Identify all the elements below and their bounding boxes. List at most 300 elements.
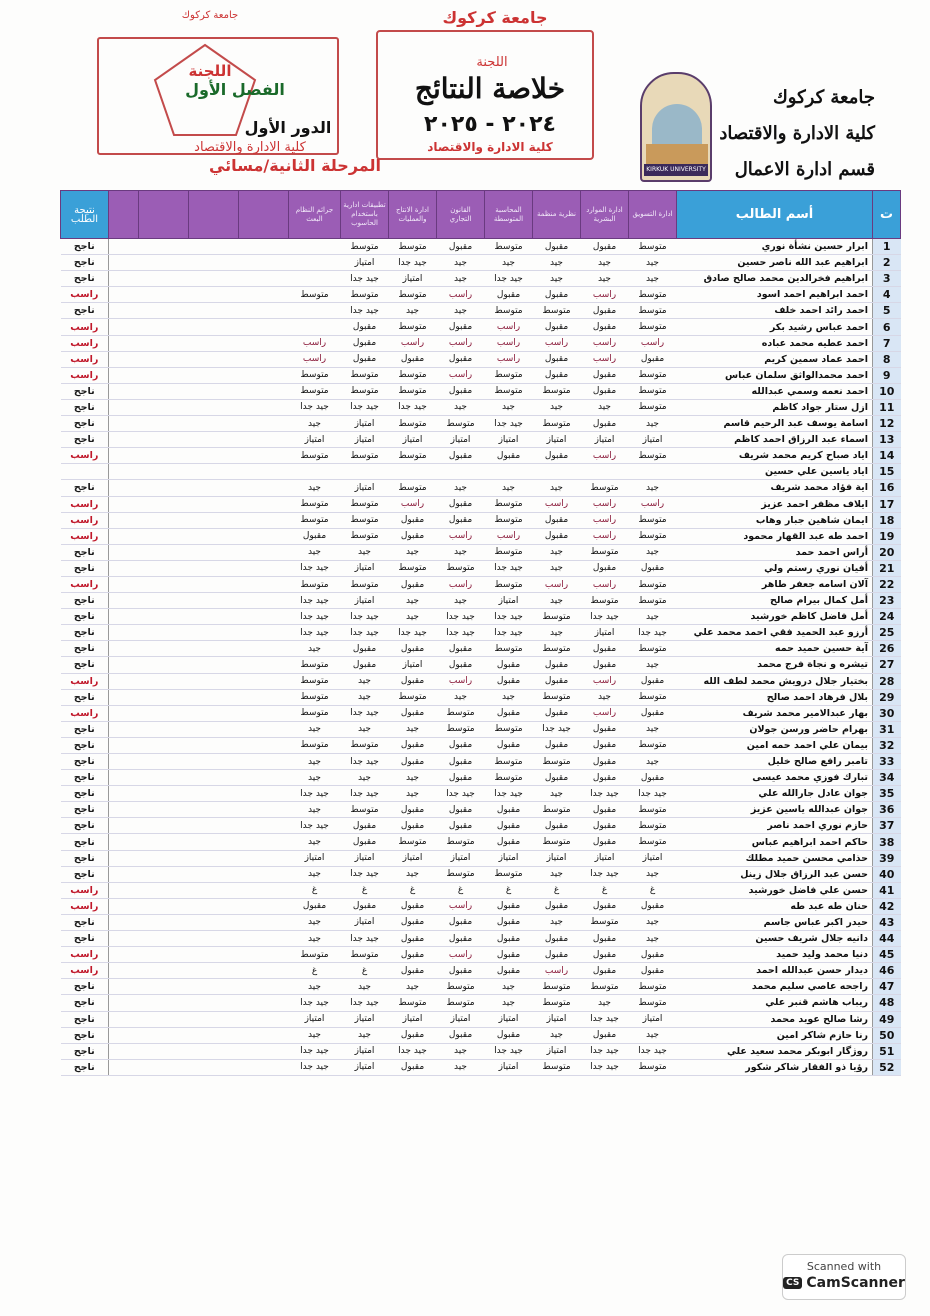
grade-cell: جيد جدا xyxy=(341,754,389,770)
grade-cell: راسب xyxy=(581,448,629,464)
grade-cell: جيد جدا xyxy=(485,416,533,432)
grade-cell: جيد xyxy=(289,544,341,560)
empty-cell xyxy=(139,818,189,834)
empty-cell xyxy=(189,786,239,802)
grade-cell: جيد xyxy=(581,399,629,415)
grade-cell xyxy=(289,239,341,255)
grade-cell: جيد xyxy=(533,914,581,930)
empty-cell xyxy=(189,399,239,415)
student-name: احمد رائد احمد خلف xyxy=(677,303,873,319)
empty-cell xyxy=(139,850,189,866)
empty-cell xyxy=(239,383,289,399)
grade-cell: متوسط xyxy=(485,721,533,737)
student-name: أمل كمال بيرام صالح xyxy=(677,593,873,609)
empty-cell xyxy=(109,544,139,560)
grade-cell: جيد جدا xyxy=(341,303,389,319)
grade-cell: امتياز xyxy=(289,850,341,866)
row-number: 8 xyxy=(873,351,901,367)
result-cell: راسب xyxy=(61,576,109,592)
result-cell: ناجح xyxy=(61,834,109,850)
grade-cell: متوسط xyxy=(533,609,581,625)
college-name: كلية الادارة والاقتصاد xyxy=(719,123,875,144)
empty-cell xyxy=(139,898,189,914)
row-number: 17 xyxy=(873,496,901,512)
grade-cell: مقبول xyxy=(389,528,437,544)
grade-cell: امتياز xyxy=(437,432,485,448)
grade-cell: مقبول xyxy=(389,673,437,689)
table-row xyxy=(61,625,901,641)
empty-cell xyxy=(239,609,289,625)
grade-cell: مقبول xyxy=(437,383,485,399)
grade-cell: متوسط xyxy=(629,399,677,415)
grade-cell: جيد xyxy=(485,995,533,1011)
result-cell: ناجح xyxy=(61,995,109,1011)
table-row xyxy=(61,882,901,898)
grade-cell: جيد xyxy=(289,914,341,930)
result-cell: ناجح xyxy=(61,416,109,432)
grade-cell: جيد xyxy=(629,914,677,930)
grade-cell xyxy=(485,464,533,480)
grade-cell: جيد جدا xyxy=(629,786,677,802)
row-number: 31 xyxy=(873,721,901,737)
empty-cell xyxy=(139,963,189,979)
grade-cell: جيد xyxy=(533,271,581,287)
grade-cell: امتياز xyxy=(437,1011,485,1027)
empty-cell xyxy=(139,1011,189,1027)
empty-cell xyxy=(239,1043,289,1059)
empty-cell xyxy=(189,754,239,770)
empty-cell xyxy=(109,351,139,367)
academic-year: ٢٠٢٤ - ٢٠٢٥ xyxy=(424,112,556,137)
grade-cell: جيد xyxy=(629,1027,677,1043)
grade-cell: متوسط xyxy=(389,319,437,335)
grade-cell: متوسط xyxy=(629,1059,677,1075)
empty-cell xyxy=(239,416,289,432)
grade-cell: مقبول xyxy=(389,818,437,834)
result-cell: ناجح xyxy=(61,303,109,319)
empty-cell xyxy=(189,593,239,609)
grade-cell: متوسط xyxy=(289,705,341,721)
empty-cell xyxy=(139,383,189,399)
grade-cell: راسب xyxy=(437,673,485,689)
table-row xyxy=(61,947,901,963)
student-name: تيشره و نجاة فرج محمد xyxy=(677,657,873,673)
result-cell: ناجح xyxy=(61,689,109,705)
grade-cell: متوسط xyxy=(485,770,533,786)
result-cell: ناجح xyxy=(61,641,109,657)
col-header-subject: القانون التجاري xyxy=(437,191,485,239)
grade-cell: مقبول xyxy=(533,367,581,383)
grade-cell: امتياز xyxy=(629,432,677,448)
grade-cell: راسب xyxy=(581,576,629,592)
grade-cell: مقبول xyxy=(341,657,389,673)
empty-cell xyxy=(239,689,289,705)
grade-cell: متوسط xyxy=(341,383,389,399)
grade-cell: مقبول xyxy=(437,448,485,464)
col-header-empty xyxy=(239,191,289,239)
empty-cell xyxy=(139,689,189,705)
empty-cell xyxy=(139,705,189,721)
empty-cell xyxy=(109,432,139,448)
empty-cell xyxy=(189,464,239,480)
grade-cell: جيد جدا xyxy=(289,995,341,1011)
grade-cell: مقبول xyxy=(389,1027,437,1043)
grade-cell: جيد جدا xyxy=(289,818,341,834)
empty-cell xyxy=(139,721,189,737)
grade-cell: مقبول xyxy=(437,351,485,367)
grade-cell: جيد xyxy=(533,480,581,496)
grade-cell: جيد xyxy=(629,866,677,882)
table-row xyxy=(61,1043,901,1059)
grade-cell: جيد xyxy=(289,416,341,432)
grade-cell: جيد xyxy=(389,609,437,625)
student-name: دنيا محمد وليد حميد xyxy=(677,947,873,963)
grade-cell: جيد xyxy=(533,593,581,609)
empty-cell xyxy=(189,931,239,947)
grade-cell: راسب xyxy=(581,351,629,367)
grade-cell: جيد جدا xyxy=(437,786,485,802)
student-name: راجحه عاصي سليم محمد xyxy=(677,979,873,995)
empty-cell xyxy=(109,1059,139,1075)
grade-cell: متوسط xyxy=(485,641,533,657)
grade-cell: مقبول xyxy=(581,303,629,319)
empty-cell xyxy=(139,319,189,335)
grade-cell: متوسط xyxy=(629,802,677,818)
grade-cell: مقبول xyxy=(533,770,581,786)
grade-cell: جيد xyxy=(389,593,437,609)
grade-cell: جيد جدا xyxy=(341,399,389,415)
grade-cell: متوسط xyxy=(289,737,341,753)
grade-cell: مقبول xyxy=(485,673,533,689)
university-name: جامعة كركوك xyxy=(772,87,875,108)
scanned-with-text: Scanned with xyxy=(806,1260,882,1273)
grade-cell: جيد xyxy=(533,1027,581,1043)
empty-cell xyxy=(139,367,189,383)
result-cell: ناجح xyxy=(61,255,109,271)
empty-cell xyxy=(109,496,139,512)
grade-cell: غ xyxy=(437,882,485,898)
grade-cell: جيد xyxy=(485,689,533,705)
table-row xyxy=(61,351,901,367)
results-table xyxy=(60,190,901,1076)
grade-cell: مقبول xyxy=(437,657,485,673)
semester-label: الفصل الأول xyxy=(185,80,285,99)
grade-cell: جيد جدا xyxy=(485,609,533,625)
student-name: ازل ستار جواد كاظم xyxy=(677,399,873,415)
empty-cell xyxy=(239,448,289,464)
result-cell: ناجح xyxy=(61,770,109,786)
grade-cell: مقبول xyxy=(629,673,677,689)
grade-cell: جيد xyxy=(629,931,677,947)
grade-cell: جيد xyxy=(629,271,677,287)
grade-cell: مقبول xyxy=(389,576,437,592)
grade-cell: جيد xyxy=(437,689,485,705)
empty-cell xyxy=(239,496,289,512)
empty-cell xyxy=(139,1043,189,1059)
grade-cell: راسب xyxy=(485,528,533,544)
row-number: 11 xyxy=(873,399,901,415)
empty-cell xyxy=(239,576,289,592)
grade-cell: جيد xyxy=(389,770,437,786)
row-number: 40 xyxy=(873,866,901,882)
result-cell: ناجح xyxy=(61,399,109,415)
grade-cell: جيد جدا xyxy=(289,625,341,641)
empty-cell xyxy=(139,737,189,753)
grade-cell: جيد xyxy=(629,721,677,737)
grade-cell: مقبول xyxy=(437,1027,485,1043)
grade-cell: جيد جدا xyxy=(389,625,437,641)
grade-cell: متوسط xyxy=(289,947,341,963)
grade-cell: متوسط xyxy=(629,641,677,657)
grade-cell: امتياز xyxy=(389,1011,437,1027)
table-row xyxy=(61,432,901,448)
empty-cell xyxy=(139,416,189,432)
grade-cell: مقبول xyxy=(389,802,437,818)
grade-cell: متوسط xyxy=(341,367,389,383)
row-number: 32 xyxy=(873,737,901,753)
empty-cell xyxy=(189,834,239,850)
student-name: بيمان علي احمد حمه امين xyxy=(677,737,873,753)
grade-cell: امتياز xyxy=(533,432,581,448)
grade-cell: راسب xyxy=(581,528,629,544)
grade-cell: مقبول xyxy=(485,1027,533,1043)
grade-cell: راسب xyxy=(581,335,629,351)
col-header-empty xyxy=(139,191,189,239)
result-cell: راسب xyxy=(61,947,109,963)
col-header-empty xyxy=(109,191,139,239)
empty-cell xyxy=(109,673,139,689)
grade-cell: راسب xyxy=(437,528,485,544)
grade-cell xyxy=(437,464,485,480)
empty-cell xyxy=(189,239,239,255)
grade-cell: مقبول xyxy=(485,914,533,930)
table-row xyxy=(61,754,901,770)
empty-cell xyxy=(139,641,189,657)
grade-cell: جيد xyxy=(289,802,341,818)
grade-cell: مقبول xyxy=(485,287,533,303)
empty-cell xyxy=(239,657,289,673)
table-row xyxy=(61,544,901,560)
empty-cell xyxy=(239,802,289,818)
grade-cell: غ xyxy=(341,963,389,979)
grade-cell: مقبول xyxy=(437,963,485,979)
grade-cell: متوسط xyxy=(341,496,389,512)
row-number: 33 xyxy=(873,754,901,770)
camscanner-watermark xyxy=(782,1254,906,1300)
grade-cell: مقبول xyxy=(533,239,581,255)
empty-cell xyxy=(109,576,139,592)
student-name: حاكم احمد ابراهيم عباس xyxy=(677,834,873,850)
empty-cell xyxy=(109,705,139,721)
grade-cell xyxy=(289,303,341,319)
empty-cell xyxy=(109,448,139,464)
grade-cell: متوسط xyxy=(629,593,677,609)
grade-cell: امتياز xyxy=(485,1059,533,1075)
empty-cell xyxy=(239,834,289,850)
result-cell: ناجح xyxy=(61,979,109,995)
grade-cell: جيد xyxy=(533,866,581,882)
grade-cell: متوسط xyxy=(533,754,581,770)
grade-cell: مقبول xyxy=(341,818,389,834)
grade-cell xyxy=(533,464,581,480)
result-cell: ناجح xyxy=(61,1059,109,1075)
stamp-mid-top-text: جامعة كركوك xyxy=(442,8,548,27)
table-row xyxy=(61,1027,901,1043)
empty-cell xyxy=(139,239,189,255)
empty-cell xyxy=(189,737,239,753)
empty-cell xyxy=(189,947,239,963)
grade-cell: راسب xyxy=(437,898,485,914)
col-header-subject: جرائم النظام البعث xyxy=(289,191,341,239)
grade-cell: امتياز xyxy=(581,432,629,448)
grade-cell: جيد جدا xyxy=(341,271,389,287)
grade-cell: راسب xyxy=(485,335,533,351)
row-number: 28 xyxy=(873,673,901,689)
student-name: أمل فاضل كاظم خورشيد xyxy=(677,609,873,625)
grade-cell: امتياز xyxy=(341,1059,389,1075)
grade-cell: جيد xyxy=(533,399,581,415)
grade-cell: راسب xyxy=(437,947,485,963)
empty-cell xyxy=(109,271,139,287)
grade-cell: متوسط xyxy=(341,947,389,963)
grade-cell: جيد جدا xyxy=(485,560,533,576)
grade-cell: امتياز xyxy=(485,1011,533,1027)
grade-cell: مقبول xyxy=(437,239,485,255)
grade-cell: متوسط xyxy=(289,576,341,592)
grade-cell: مقبول xyxy=(437,319,485,335)
empty-cell xyxy=(239,480,289,496)
grade-cell: متوسط xyxy=(289,657,341,673)
empty-cell xyxy=(139,303,189,319)
grade-cell: جيد xyxy=(629,657,677,673)
grade-cell: جيد جدا xyxy=(581,866,629,882)
grade-cell: مقبول xyxy=(389,947,437,963)
grade-cell: امتياز xyxy=(533,1011,581,1027)
empty-cell xyxy=(139,544,189,560)
student-name: اياد ياسين علي حسين xyxy=(677,464,873,480)
empty-cell xyxy=(239,287,289,303)
grade-cell: مقبول xyxy=(533,319,581,335)
grade-cell: امتياز xyxy=(341,560,389,576)
grade-cell: جيد xyxy=(389,303,437,319)
row-number: 30 xyxy=(873,705,901,721)
empty-cell xyxy=(139,657,189,673)
grade-cell: جيد xyxy=(289,754,341,770)
grade-cell: جيد xyxy=(485,979,533,995)
grade-cell: متوسط xyxy=(389,480,437,496)
empty-cell xyxy=(239,271,289,287)
grade-cell: مقبول xyxy=(437,754,485,770)
grade-cell: متوسط xyxy=(289,512,341,528)
row-number: 12 xyxy=(873,416,901,432)
result-cell: ناجح xyxy=(61,383,109,399)
grade-cell: جيد xyxy=(341,1027,389,1043)
grade-cell: مقبول xyxy=(533,351,581,367)
student-name: اسماء عبد الرزاق احمد كاظم xyxy=(677,432,873,448)
row-number: 36 xyxy=(873,802,901,818)
row-number: 1 xyxy=(873,239,901,255)
grade-cell: متوسط xyxy=(389,560,437,576)
grade-cell: جيد xyxy=(437,1059,485,1075)
row-number: 37 xyxy=(873,818,901,834)
empty-cell xyxy=(139,287,189,303)
grade-cell: مقبول xyxy=(629,947,677,963)
grade-cell: جيد xyxy=(289,979,341,995)
grade-cell: متوسط xyxy=(533,802,581,818)
empty-cell xyxy=(239,818,289,834)
grade-cell: جيد xyxy=(341,770,389,786)
grade-cell: مقبول xyxy=(629,560,677,576)
grade-cell: جيد xyxy=(629,416,677,432)
grade-cell: جيد جدا xyxy=(581,609,629,625)
empty-cell xyxy=(109,689,139,705)
grade-cell xyxy=(289,271,341,287)
grade-cell xyxy=(289,255,341,271)
result-cell: راسب xyxy=(61,287,109,303)
result-cell: راسب xyxy=(61,528,109,544)
grade-cell: جيد xyxy=(289,1027,341,1043)
grade-cell: متوسط xyxy=(581,979,629,995)
empty-cell xyxy=(239,673,289,689)
grade-cell: مقبول xyxy=(485,737,533,753)
grade-cell: مقبول xyxy=(341,641,389,657)
empty-cell xyxy=(189,416,239,432)
row-number: 6 xyxy=(873,319,901,335)
col-header-number: ت xyxy=(873,191,901,239)
empty-cell xyxy=(109,914,139,930)
grade-cell: متوسط xyxy=(629,737,677,753)
empty-cell xyxy=(109,898,139,914)
grade-cell: جيد جدا xyxy=(581,1043,629,1059)
empty-cell xyxy=(189,818,239,834)
grade-cell: مقبول xyxy=(581,1027,629,1043)
table-row xyxy=(61,512,901,528)
grade-cell: جيد xyxy=(629,754,677,770)
student-name: حيدر اكبر عباس جاسم xyxy=(677,914,873,930)
grade-cell: جيد xyxy=(629,544,677,560)
empty-cell xyxy=(109,239,139,255)
table-row xyxy=(61,802,901,818)
empty-cell xyxy=(239,367,289,383)
result-cell: ناجح xyxy=(61,1011,109,1027)
empty-cell xyxy=(109,995,139,1011)
grade-cell: راسب xyxy=(437,576,485,592)
col-header-subject: نظرية منظمة xyxy=(533,191,581,239)
grade-cell: مقبول xyxy=(389,898,437,914)
row-number: 4 xyxy=(873,287,901,303)
empty-cell xyxy=(239,721,289,737)
empty-cell xyxy=(139,786,189,802)
grade-cell: غ xyxy=(581,882,629,898)
grade-cell: جيد xyxy=(437,255,485,271)
grade-cell: متوسط xyxy=(437,721,485,737)
row-number: 18 xyxy=(873,512,901,528)
empty-cell xyxy=(109,721,139,737)
grade-cell: مقبول xyxy=(437,802,485,818)
empty-cell xyxy=(239,947,289,963)
empty-cell xyxy=(109,963,139,979)
grade-cell: امتياز xyxy=(341,432,389,448)
empty-cell xyxy=(189,609,239,625)
grade-cell: امتياز xyxy=(485,850,533,866)
empty-cell xyxy=(239,335,289,351)
empty-cell xyxy=(189,802,239,818)
empty-cell xyxy=(239,399,289,415)
student-name: بهرام حاضر ورسن جولان xyxy=(677,721,873,737)
table-row xyxy=(61,593,901,609)
grade-cell: مقبول xyxy=(485,834,533,850)
col-header-subject: ادارة التسويق xyxy=(629,191,677,239)
